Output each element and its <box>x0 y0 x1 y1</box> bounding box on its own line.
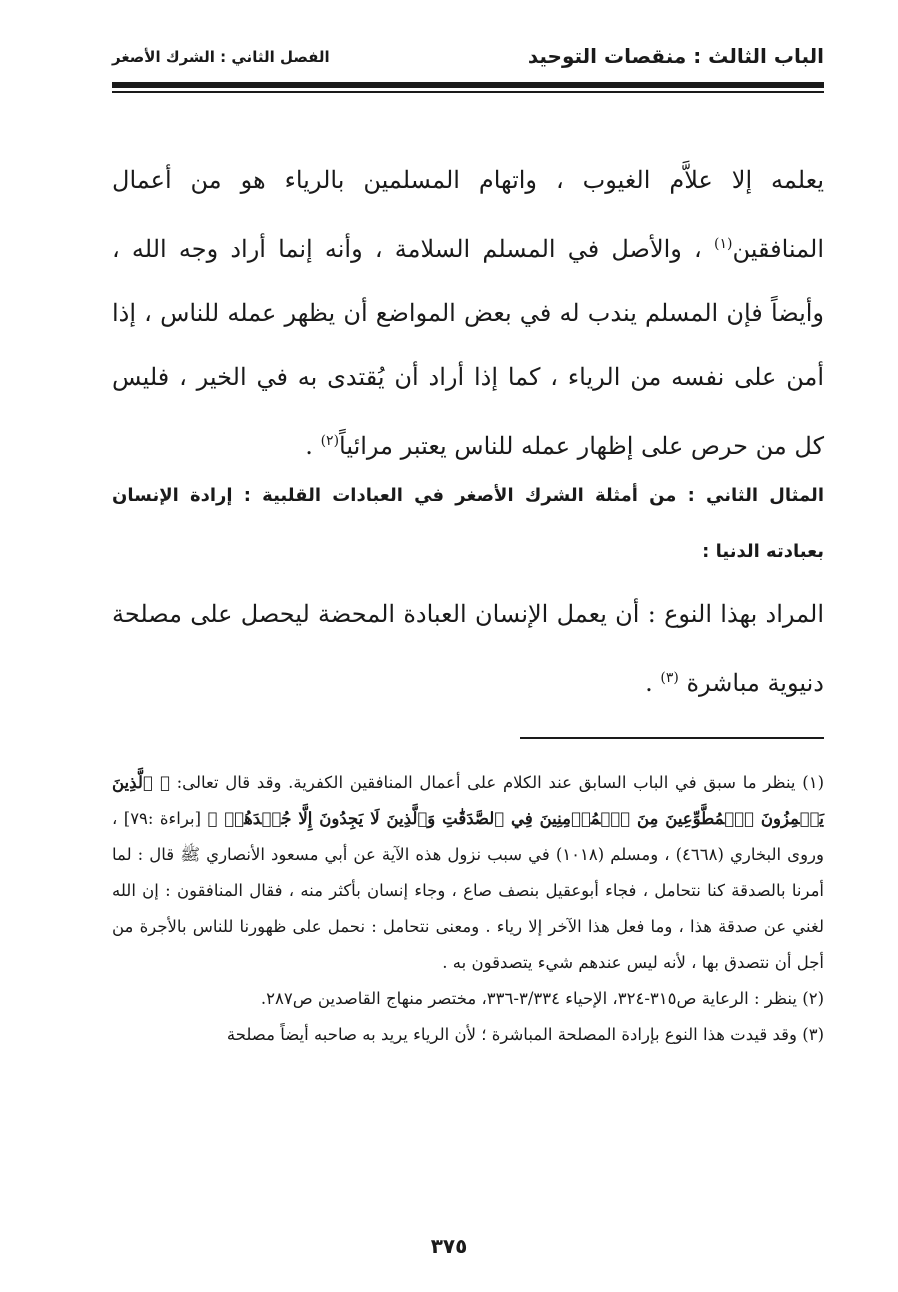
footnote-ref-2[interactable]: (٢) <box>320 433 340 449</box>
footnote-2-text: ينظر : الرعاية ص٣١٥-٣٢٤، الإحياء ٣/٣٣٤-٣٣٦، مختصر منهاج القاصدين ص٢٨٧. <box>260 989 803 1008</box>
paragraph-2 <box>112 582 824 715</box>
footnote-3 <box>112 1017 824 1053</box>
footnote-1-number: (١) <box>802 773 824 792</box>
footnotes <box>112 765 824 1053</box>
footnote-1-text-b: [براءة :٧٩] ، وروى البخاري (٤٦٦٨) ، ومسلم (١٠١٨) في سبب نزول هذه الآية عن أبي مسعود الأنصاري ﷺ قال : لما أمرنا بالصدقة كنا نتحامل ، فجاء أبوعقيل بنصف صاع ، وجاء إنسان بأكثر منه ، فقال المنافقون : إن الله لغني عن صدقة هذا ، وما فعل هذا الآخر إلا رياء . ومعنى نتحامل : نحمل على ظهورنا للناس بالأجرة من أجل أن نتصدق بها ، لأنه ليس عندهم شيء يتصدقون به . <box>112 809 824 972</box>
chapter-title: الباب الثالث : منقصات التوحيد <box>527 44 824 68</box>
footnote-3-text: وقد قيدت هذا النوع بإرادة المصلحة المباشرة ؛ لأن الرياء يريد به صاحبه أيضاً مصلحة <box>226 1025 803 1044</box>
footnote-3-number: (٣) <box>802 1025 824 1044</box>
paragraph-1-text-b: ، والأصل في المسلم السلامة ، وأنه إنما أراد وجه الله ، وأيضاً فإن المسلم يندب له في بعض المواضع أن يظهر عمله للناس ، إذا أمن على نفسه من الرياء ، كما إذا أراد أن يُقتدى به في الخير ، فليس كل من حرص على إظهار عمله للناس يعتبر مرائياً <box>112 235 825 460</box>
footnote-separator <box>520 737 824 739</box>
footnote-1-quran-verse: ﴿ ٱلَّذِينَ يَلۡمِزُونَ ٱلۡمُطَّوِّعِينَ مِنَ ٱلۡمُؤۡمِنِينَ فِي ٱلصَّدَقَٰتِ وَٱلَّذِينَ لَا يَجِدُونَ إِلَّا جُهۡدَهُمۡ ﴾ <box>112 773 824 828</box>
paragraph-2-text-a: المراد بهذا النوع : أن يعمل الإنسان العبادة المحضة ليحصل على مصلحة دنيوية مباشرة <box>112 600 824 697</box>
footnote-2 <box>112 981 824 1017</box>
footnote-ref-3[interactable]: (٣) <box>660 670 679 686</box>
page-number: ٣٧٥ <box>430 1234 468 1258</box>
header-rule-thin <box>112 91 824 93</box>
footnote-2-number: (٢) <box>802 989 824 1008</box>
footnote-ref-1[interactable]: (١) <box>713 236 733 252</box>
section-title: الفصل الثاني : الشرك الأصغر <box>112 48 330 66</box>
paragraph-1-text-c: . <box>305 432 321 460</box>
running-header <box>112 40 824 74</box>
footnote-1-text-a: ينظر ما سبق في الباب السابق عند الكلام على أعمال المنافقين الكفرية. وقد قال تعالى: <box>169 773 803 792</box>
example-heading: المثال الثاني : من أمثلة الشرك الأصغر في العبادات القلبية : إرادة الإنسان بعبادته الدنيا : <box>112 485 824 562</box>
paragraph-1-text-a: يعلمه إلا علاَّم الغيوب ، واتهام المسلمين بالرياء هو من أعمال المنافقين <box>112 166 824 263</box>
paragraph-2-text-b: . <box>645 669 661 697</box>
footnote-1 <box>112 765 824 981</box>
header-rule-thick <box>112 82 824 88</box>
paragraph-1 <box>112 148 824 478</box>
